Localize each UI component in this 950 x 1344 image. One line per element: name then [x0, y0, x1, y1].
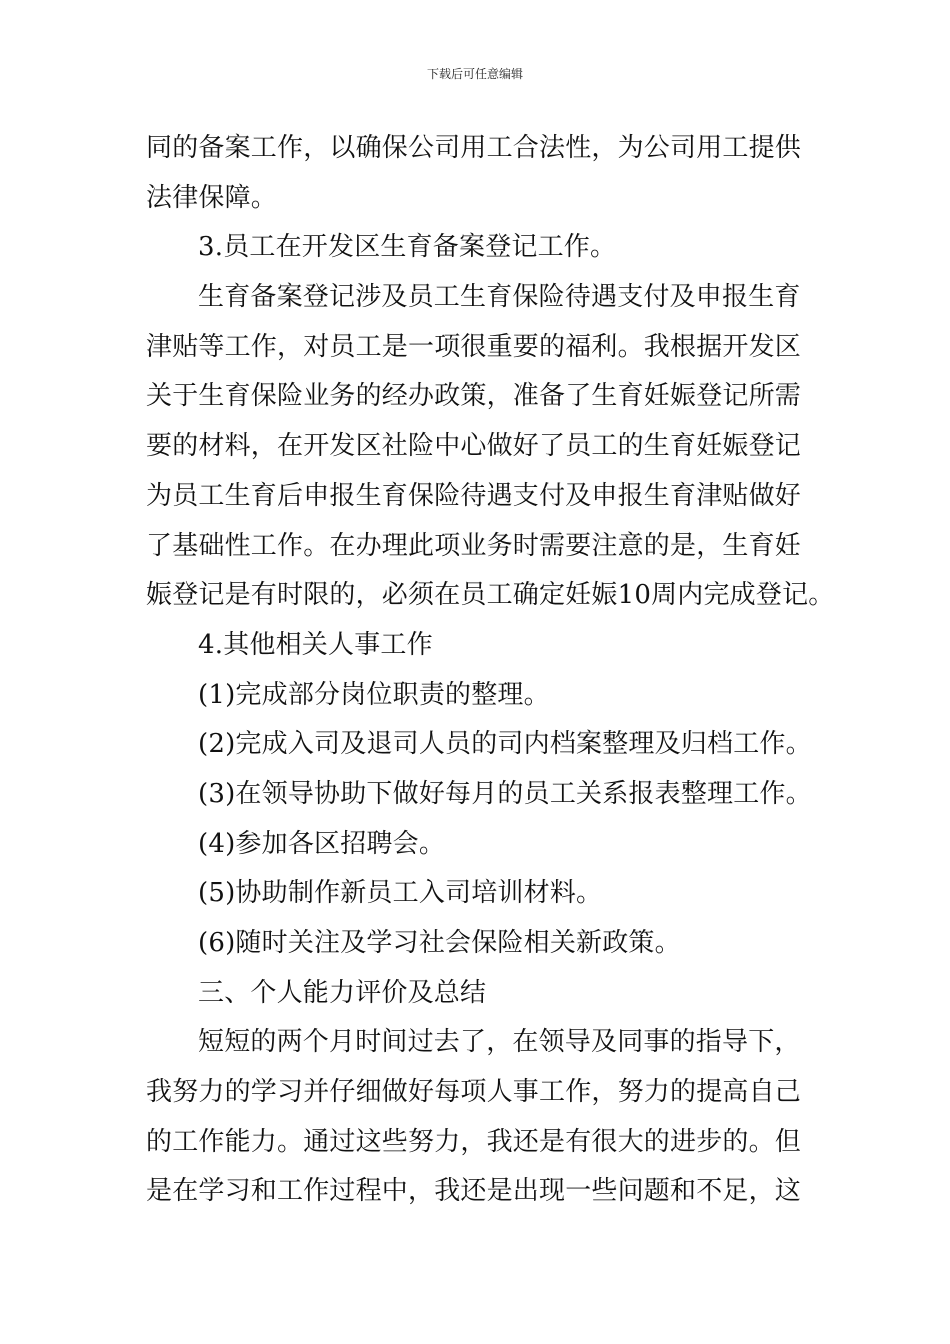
page-header: 下载后可任意编辑 [426, 67, 523, 81]
paragraph-start: 短短的两个月时间过去了，在领导及同事的指导下， [198, 1027, 801, 1058]
text-line: 关于生育保险业务的经办政策，准备了生育妊娠登记所需 [146, 381, 802, 412]
text-line: 要的材料，在开发区社险中心做好了员工的生育妊娠登记 [146, 431, 802, 462]
list-item: (5)协助制作新员工入司培训材料。 [198, 878, 603, 909]
section-heading: 4.其他相关人事工作 [198, 629, 433, 660]
text-line: 法律保障。 [146, 182, 278, 213]
list-item: (1)完成部分岗位职责的整理。 [198, 679, 550, 710]
document-body [146, 124, 835, 1217]
list-item: (3)在领导协助下做好每月的员工关系报表整理工作。 [198, 778, 812, 809]
section-heading: 三、个人能力评价及总结 [198, 977, 487, 1008]
text-line: 同的备案工作，以确保公司用工合法性，为公司用工提供 [146, 133, 802, 163]
section-heading: 3.员工在开发区生育备案登记工作。 [198, 232, 617, 263]
text-line: 我努力的学习并仔细做好每项人事工作，努力的提高自己 [146, 1077, 802, 1108]
text-line: 是在学习和工作过程中，我还是出现一些问题和不足，这 [146, 1176, 802, 1207]
text-line: 的工作能力。通过这些努力，我还是有很大的进步的。但 [146, 1126, 802, 1157]
paragraph-start: 生育备案登记涉及员工生育保险待遇支付及申报生育 [198, 282, 801, 313]
text-line: 了基础性工作。在办理此项业务时需要注意的是，生育妊 [146, 530, 802, 561]
list-item: (4)参加各区招聘会。 [198, 828, 446, 859]
text-line: 为员工生育后申报生育保险待遇支付及申报生育津贴做好 [146, 480, 802, 511]
text-line: 娠登记是有时限的，必须在员工确定妊娠10周内完成登记。 [146, 580, 835, 611]
list-item: (6)随时关注及学习社会保险相关新政策。 [198, 928, 681, 958]
text-line: 津贴等工作，对员工是一项很重要的福利。我根据开发区 [146, 331, 802, 362]
list-item: (2)完成入司及退司人员的司内档案整理及归档工作。 [198, 729, 812, 760]
